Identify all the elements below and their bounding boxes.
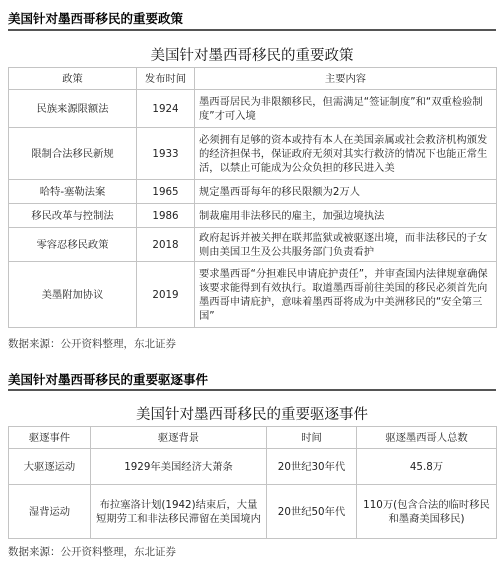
policy-content: 必须拥有足够的资本或持有本人在美国亲属或社会救济机构颁发的经济担保书，保证政府无须对其实行救济的情况下也能正常生活，以禁止可能成为公众负担的移民进入美 (195, 128, 497, 180)
policy-year: 1924 (137, 90, 195, 128)
policy-name: 哈特-塞勒法案 (9, 180, 137, 204)
policy-year: 1986 (137, 204, 195, 228)
table-title-policies: 美国针对墨西哥移民的重要政策 (150, 48, 354, 64)
col-header-event: 驱逐事件 (9, 427, 91, 449)
table-header-row (9, 427, 497, 449)
policy-name: 零容忍移民政策 (9, 228, 137, 262)
policy-year: 1933 (137, 128, 195, 180)
col-header-total: 驱逐墨西哥人总数 (357, 427, 497, 449)
col-header-policy: 政策 (9, 68, 137, 90)
policy-name: 移民改革与控制法 (9, 204, 137, 228)
table-row (9, 228, 497, 262)
table-row (9, 128, 497, 180)
event-name: 大驱逐运动 (9, 449, 91, 485)
policy-content: 规定墨西哥每年的移民限额为2万人 (195, 180, 497, 204)
policy-year: 2019 (137, 262, 195, 328)
table-row (9, 449, 497, 485)
col-header-date: 发布时间 (137, 68, 195, 90)
table-header-row (9, 68, 497, 90)
section-rule (8, 389, 496, 391)
table-row (9, 204, 497, 228)
policy-name: 美墨附加协议 (9, 262, 137, 328)
policy-table (8, 67, 497, 328)
table-title-deportations: 美国针对墨西哥移民的重要驱逐事件 (136, 407, 368, 423)
table-row (9, 485, 497, 539)
col-header-content: 主要内容 (195, 68, 497, 90)
policy-content: 要求墨西哥“分担难民申请庇护责任”，并审查国内法律规章确保该要求能得到有效执行。取道墨西哥前往美国的移民必须首先向墨西哥申请庇护，意味着墨西哥将成为中美洲移民的“安全第三国” (195, 262, 497, 328)
table-row (9, 180, 497, 204)
policy-content: 政府起诉并被关押在联邦监狱或被驱逐出境，而非法移民的子女则由美国卫生及公共服务部门负责看护 (195, 228, 497, 262)
source-note: 数据来源：公开资料整理，东北证券 (8, 338, 176, 350)
col-header-background: 驱逐背景 (91, 427, 267, 449)
policy-year: 1965 (137, 180, 195, 204)
section-heading-deportations: 美国针对墨西哥移民的重要驱逐事件 (8, 372, 209, 387)
event-name: 湿背运动 (9, 485, 91, 539)
event-background: 1929年美国经济大萧条 (91, 449, 267, 485)
section-rule (8, 29, 496, 31)
event-total: 45.8万 (357, 449, 497, 485)
event-background: 布拉塞洛计划(1942)结束后，大量短期劳工和非法移民滞留在美国境内 (91, 485, 267, 539)
policy-name: 民族来源限额法 (9, 90, 137, 128)
event-total: 110万(包含合法的临时移民和墨裔美国移民) (357, 485, 497, 539)
policy-content: 制裁雇用非法移民的雇主，加强边境执法 (195, 204, 497, 228)
deportation-table (8, 426, 497, 539)
event-time: 20世纪30年代 (267, 449, 357, 485)
source-note: 数据来源：公开资料整理，东北证券 (8, 546, 176, 558)
policy-name: 限制合法移民新规 (9, 128, 137, 180)
policy-year: 2018 (137, 228, 195, 262)
table-row (9, 90, 497, 128)
table-row (9, 262, 497, 328)
policy-content: 墨西哥居民为非限额移民，但需满足“签证制度”和“双重检验制度”才可入境 (195, 90, 497, 128)
section-heading-policies: 美国针对墨西哥移民的重要政策 (8, 11, 184, 26)
col-header-time: 时间 (267, 427, 357, 449)
event-time: 20世纪50年代 (267, 485, 357, 539)
